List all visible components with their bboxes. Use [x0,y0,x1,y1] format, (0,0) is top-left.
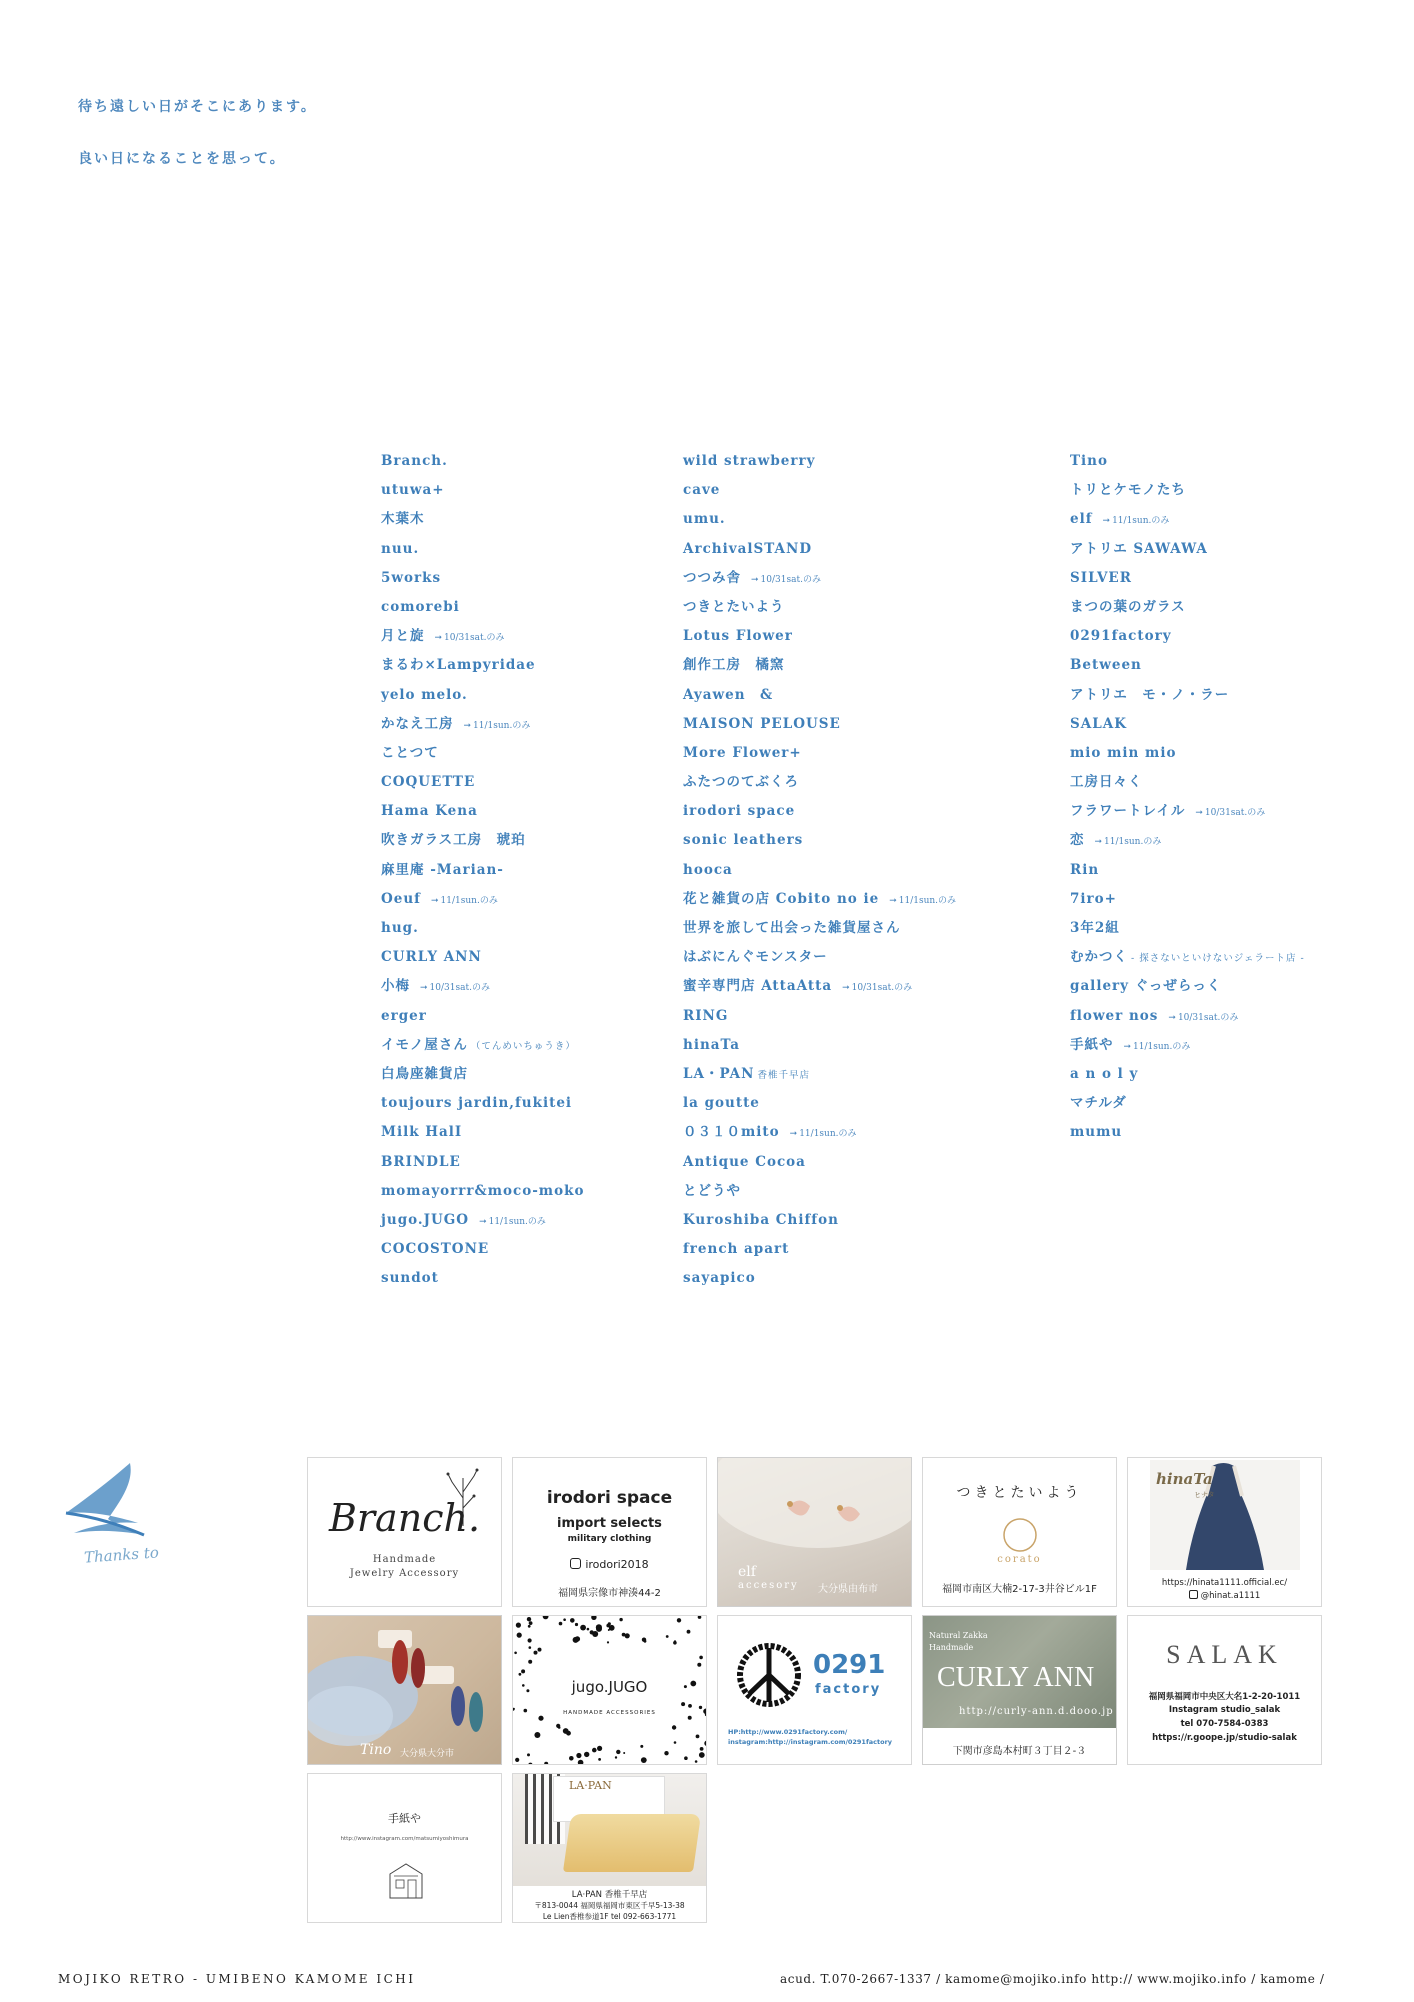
factory-hp: HP:http://www.0291factory.com/ [728,1728,848,1736]
vendor-item [1070,622,1305,651]
hinata-insta-handle: @hinat.a1111 [1200,1591,1261,1601]
vendor-name: la goutte [683,1095,760,1112]
vendor-name: CURLY ANN [381,949,482,966]
vendor-item [1070,739,1305,768]
factory-insta: instagram:http://instagram.com/0291factory [728,1738,893,1746]
vendor-item [683,1089,956,1118]
vendor-name: erger [381,1007,427,1024]
vendor-item [1070,1060,1305,1089]
tegamiya-url: http://www.instagram.com/matsumiyoshimura [340,1836,469,1842]
vendor-name: MAISON PELOUSE [683,715,841,732]
vendor-name: 5works [381,569,442,586]
vendor-name: wild strawberry [683,453,816,469]
tile-tino[interactable] [307,1615,502,1765]
tsukito-title: つきとたいよう [956,1485,1083,1501]
vendor-item [1070,476,1305,505]
vendor-name: momayorrr&moco-moko [381,1182,585,1199]
hinata-kana: ヒナタ [1194,1491,1215,1499]
tile-irodori[interactable] [512,1457,707,1607]
date-note-text: 10/31sat.のみ [1204,808,1266,819]
vendor-item [381,1002,584,1031]
vendor-item [683,1118,956,1147]
tegamiya-name: 手紙や [388,1812,421,1825]
tile-0291factory[interactable] [717,1615,912,1765]
intro-text [78,96,317,168]
curly-ann-url: http://curly-ann.d.dooo.jp [959,1706,1114,1717]
footer-event-name: MOJIKO RETRO - UMIBENO KAMOME ICHI [58,1972,416,1986]
vendor-item [683,1235,956,1264]
vendor-item [1070,681,1305,710]
date-note-text: 11/1sun.のみ [488,1216,546,1227]
date-note-text: 10/31sat.のみ [851,983,913,994]
vendor-name: アトリエ モ・ノ・ラー [1070,686,1230,703]
vendor-name: つきとたいよう [683,598,785,615]
vendor-item [381,1206,584,1235]
vendor-item [381,710,584,739]
vendor-item [683,564,956,593]
vendor-item [683,535,956,564]
vendor-name: アトリエ SAWAWA [1070,540,1208,557]
vendor-item [1070,535,1305,564]
curly-ann-name: CURLY ANN [937,1662,1095,1693]
peace-sign-icon [736,1642,802,1708]
vendor-name: yelo melo. [381,686,468,703]
vendor-item [1070,1002,1305,1031]
vendor-item [381,1177,584,1206]
date-note-text: 11/1sun.のみ [898,895,957,906]
vendor-name: 麻里庵 -Marian- [381,861,504,878]
date-note [790,1129,857,1139]
date-note [464,721,531,731]
vendor-name: Lotus Flower [683,628,793,645]
vendor-item [683,943,956,972]
vendor-name: Tino [1070,453,1108,469]
vendor-item [381,972,584,1001]
irodori-sub1: import selects [557,1516,662,1531]
vendor-name: elf [1070,511,1093,528]
vendor-name: hug. [381,920,419,936]
hinata-insta [1128,1590,1321,1601]
vendor-name: ことつて [381,744,439,761]
tino-place: 大分県大分市 [400,1749,455,1759]
vendor-name: つつみ舎 [683,569,741,586]
arrow-icon: ➞ [1195,808,1203,819]
vendor-name: SILVER [1070,569,1132,586]
vendor-item [1070,1118,1305,1147]
tino-earring-photo [308,1616,502,1765]
tile-jugo[interactable] [512,1615,707,1765]
vendor-name: イモノ屋さん [381,1036,468,1053]
vendor-name: cave [683,482,721,499]
branch-logo: Branch. [328,1496,481,1540]
irodori-insta-handle: irodori2018 [585,1558,649,1571]
vendor-name: SALAK [1070,715,1127,732]
vendor-item [1070,856,1305,885]
corato-sun-icon [1001,1516,1039,1554]
vendor-name: sonic leathers [683,832,804,849]
lapan-bread [563,1814,701,1872]
vendor-column-3 [1070,447,1305,1148]
vendor-item [1070,1031,1305,1060]
arrow-icon: ➞ [1168,1012,1176,1023]
date-note-text: 11/1sun.のみ [473,720,531,731]
vendor-item [381,1031,584,1060]
date-note-text: 11/1sun.のみ [1104,837,1162,848]
vendor-item [381,885,584,914]
vendor-item [683,826,956,855]
tile-branch[interactable] [307,1457,502,1607]
vendor-item [683,1060,956,1089]
vendor-subtitle: 香椎千早店 [757,1069,810,1081]
tsukito-address: 福岡市南区大楠2-17-3井谷ビル1F [942,1584,1097,1595]
arrow-icon: ➞ [430,895,439,906]
vendor-subtitle: - 探さないといけないジェラート店 - [1131,953,1305,965]
vendor-name: 0291factory [1070,628,1172,645]
vendor-item [683,914,956,943]
vendor-name: マチルダ [1070,1095,1127,1112]
vendor-name: 月と旋 [381,628,425,645]
vendor-item [683,1148,956,1177]
vendor-name: ArchivalSTAND [683,540,813,557]
vendor-item [381,1118,584,1147]
vendor-item [1070,710,1305,739]
tino-name: Tino [360,1742,392,1758]
vendor-item [381,651,584,680]
lapan-photo [513,1774,707,1886]
vendor-item [381,914,584,943]
arrow-icon: ➞ [1102,516,1111,527]
vendor-item [381,593,584,622]
vendor-item [381,797,584,826]
vendor-column-2 [683,447,956,1293]
vendor-name: gallery ぐっぜらっく [1070,978,1222,995]
vendor-item [381,564,584,593]
vendor-name: 3年2組 [1070,920,1120,936]
intro-line-2: 良い日になることを思って。 [78,151,286,167]
vendor-name: Between [1070,657,1142,674]
vendor-name: RING [683,1007,729,1024]
arrow-icon: ➞ [751,574,759,585]
vendor-name: sundot [381,1270,439,1287]
vendor-item [381,505,584,534]
tile-tsukitotaiyou[interactable] [922,1457,1117,1607]
arrow-icon: ➞ [463,720,472,731]
vendor-name: 吹きガラス工房 琥珀 [381,832,526,849]
vendor-name: とどうや [683,1182,741,1199]
jugo-sub: HANDMADE ACCESSORIES [563,1710,656,1716]
salak-name: SALAK [1166,1640,1283,1669]
vendor-item [683,797,956,826]
vendor-item [381,1089,584,1118]
date-note [1195,808,1265,818]
vendor-name: 小梅 [381,978,410,995]
vendor-item [1070,768,1305,797]
vendor-item [683,1206,956,1235]
instagram-icon [570,1558,581,1569]
vendor-name: Rin [1070,861,1100,878]
shop-building-icon [386,1860,426,1900]
branch-line2: Jewelry Accessory [349,1568,460,1579]
vendor-name: COCOSTONE [381,1241,490,1258]
vendor-item [1070,505,1305,534]
vendor-item [381,826,584,855]
vendor-name: mio min mio [1070,744,1177,761]
vendor-name: 白鳥座雑貨店 [381,1065,468,1082]
vendor-name: まるわ×Lampyridae [381,657,536,674]
vendor-item [683,505,956,534]
date-note [420,983,490,993]
vendor-item [381,476,584,505]
vendor-name: comorebi [381,598,460,615]
date-note [435,633,505,643]
vendor-item [381,739,584,768]
thanks-to-label: Thanks to [83,1543,160,1567]
tile-lapan[interactable] [512,1773,707,1923]
vendor-item [1070,593,1305,622]
date-note-text: 11/1sun.のみ [1133,1041,1191,1052]
salak-insta: Instagram studio_salak [1168,1705,1281,1715]
branch-line1: Handmade [372,1554,437,1565]
vendor-name: 花と雑貨の店 Cobito no ie [683,890,880,907]
arrow-icon: ➞ [1123,1041,1132,1052]
date-note-text: 11/1sun.のみ [799,1129,857,1140]
vendor-item [1070,972,1305,1001]
vendor-item [381,856,584,885]
vendor-item [683,1002,956,1031]
vendor-item [381,1060,584,1089]
vendor-item [683,856,956,885]
vendor-name: LA・PAN [683,1065,755,1082]
date-note [431,896,498,906]
curly-ann-address: 下関市彦島本村町３丁目２-３ [952,1746,1087,1757]
vendor-name: umu. [683,511,726,528]
date-note [751,575,821,585]
factory-number: 0291 [813,1650,886,1680]
vendor-item [683,622,956,651]
vendor-name: 7iro+ [1070,890,1117,907]
date-note-text: 10/31sat.のみ [1177,1012,1239,1023]
instagram-icon [1189,1590,1198,1599]
vendor-name: COQUETTE [381,774,476,791]
vendor-name: トリとケモノたち [1070,482,1186,499]
irodori-sub2: military clothing [567,1534,652,1544]
vendor-name: Ayawen & [683,686,774,703]
date-note [1103,516,1170,526]
vendor-name: フラワートレイル [1070,803,1186,820]
vendor-item [683,1264,956,1293]
curly-ann-tagline: Natural Zakka Handmade [929,1631,988,1652]
vendor-name: 恋 [1070,832,1085,849]
arrow-icon: ➞ [842,983,850,994]
vendor-item [683,710,956,739]
vendor-item [381,622,584,651]
vendor-name: sayapico [683,1270,756,1287]
arrow-icon: ➞ [479,1216,487,1227]
vendor-name: hooca [683,861,733,878]
vendor-name: はぶにんぐモンスター [683,949,828,966]
tile-salak[interactable] [1127,1615,1322,1765]
vendor-name: utuwa+ [381,482,445,499]
vendor-name: ０３１０mito [683,1124,780,1141]
vendor-item [683,1177,956,1206]
factory-word: factory [815,1682,882,1697]
tile-tegamiya[interactable] [307,1773,502,1923]
arrow-icon: ➞ [1094,837,1103,848]
vendor-name: BRINDLE [381,1153,461,1170]
vendor-name: More Flower+ [683,744,802,761]
vendor-name: 世界を旅して出会った雑貨屋さん [683,920,901,936]
vendor-item [683,447,956,476]
date-note-text: 10/31sat.のみ [444,633,505,644]
vendor-item [683,681,956,710]
vendor-name: まつの葉のガラス [1070,598,1186,615]
vendor-name: toujours jardin,fukitei [381,1095,573,1112]
tile-hinata[interactable] [1127,1457,1322,1607]
vendor-item [683,651,956,680]
lapan-address: 〒813-0044 福岡県福岡市東区千早5-13-38 [534,1901,685,1910]
vendor-name: jugo.JUGO [381,1211,470,1228]
date-note [479,1217,546,1227]
vendor-name: 創作工房 橘窯 [683,657,785,674]
intro-line-1: 待ち遠しい日がそこにあります。 [78,99,317,115]
vendor-name: Milk HalI [381,1124,463,1141]
vendor-item [1070,1089,1305,1118]
vendor-item [1070,564,1305,593]
lapan-name: LA·PAN 香椎千早店 [571,1890,648,1900]
vendor-name: Kuroshiba Chiffon [683,1211,839,1228]
date-note [1168,1013,1238,1023]
vendor-name: nuu. [381,540,420,557]
vendor-item [1070,943,1305,972]
vendor-item [1070,885,1305,914]
irodori-title: irodori space [546,1488,673,1508]
irodori-address: 福岡県宗像市神湊44-2 [558,1588,661,1599]
date-note [1124,1042,1191,1052]
vendor-name: mumu [1070,1124,1123,1141]
vendor-name: 木葉木 [381,511,425,528]
date-note-text: 10/31sat.のみ [429,983,490,994]
vendor-name: Hama Kena [381,803,478,820]
vendor-item [1070,914,1305,943]
vendor-name: a n o l y [1070,1065,1139,1082]
vendor-name: 蜜辛専門店 AttaAtta [683,978,833,995]
vendor-item [1070,797,1305,826]
vendor-item [1070,826,1305,855]
vendor-name: 工房日々く [1070,774,1143,791]
date-note [1095,837,1162,847]
lapan-address-2: Le Lien香椎参道1F tel 092-663-1771 [542,1912,677,1921]
hinata-url: https://hinata1111.official.ec/ [1161,1578,1288,1588]
vendor-name: hinaTa [683,1036,741,1053]
vendor-subtitle: （てんめいちゅうき） [470,1040,576,1052]
elf-sub: accesory [738,1580,799,1591]
vendor-name: flower nos [1070,1007,1159,1024]
vendor-name: Branch. [381,453,448,469]
vendor-item [381,681,584,710]
salak-url: https://r.goope.jp/studio-salak [1152,1733,1297,1743]
vendor-item [381,768,584,797]
arrow-icon: ➞ [789,1129,798,1140]
hinata-logo: hinaTa [1156,1470,1213,1488]
vendor-column-1 [381,447,584,1293]
jugo-title: jugo.JUGO [571,1678,648,1696]
salak-tel: tel 070-7584-0383 [1180,1719,1269,1729]
vendor-item [1070,447,1305,476]
vendor-name: かなえ工房 [381,715,454,732]
vendor-name: Antique Cocoa [683,1153,806,1170]
vendor-name: irodori space [683,803,796,820]
vendor-item [683,476,956,505]
vendor-name: むかつく [1070,949,1128,966]
vendor-item [683,739,956,768]
vendor-item [683,593,956,622]
date-note [889,896,956,906]
arrow-icon: ➞ [434,633,443,644]
date-note-text: 11/1sun.のみ [1112,516,1170,527]
vendor-item [683,972,956,1001]
date-note-text: 10/31sat.のみ [760,574,821,585]
vendor-name: 手紙や [1070,1036,1114,1053]
vendor-item [381,1235,584,1264]
lapan-brand: LA·PAN [569,1779,612,1792]
elf-name: elf [738,1564,756,1580]
footer-contact: acud. T.070-2667-1337 / kamome@mojiko.info http:// www.mojiko.info / kamome / [780,1972,1325,1986]
vendor-item [381,1148,584,1177]
vendor-item [683,1031,956,1060]
tile-curly-ann[interactable] [922,1615,1117,1765]
irodori-insta [513,1558,706,1571]
tile-elf[interactable] [717,1457,912,1607]
date-note-text: 11/1sun.のみ [440,895,498,906]
vendor-name: french apart [683,1241,790,1258]
salak-address: 福岡県福岡市中央区大名1-2-20-1011 [1148,1692,1301,1702]
vendor-item [381,535,584,564]
vendor-item [683,768,956,797]
vendor-item [381,1264,584,1293]
corato-logo: corato [997,1554,1042,1565]
vendor-item [381,447,584,476]
vendor-name: ふたつのてぶくろ [683,774,799,791]
vendor-item [381,943,584,972]
vendor-item [683,885,956,914]
date-note [842,983,912,993]
vendor-name: Oeuf [381,890,421,907]
arrow-icon: ➞ [420,983,428,994]
arrow-icon: ➞ [889,895,897,906]
vendor-item [1070,651,1305,680]
elf-place: 大分県由布市 [818,1584,878,1595]
